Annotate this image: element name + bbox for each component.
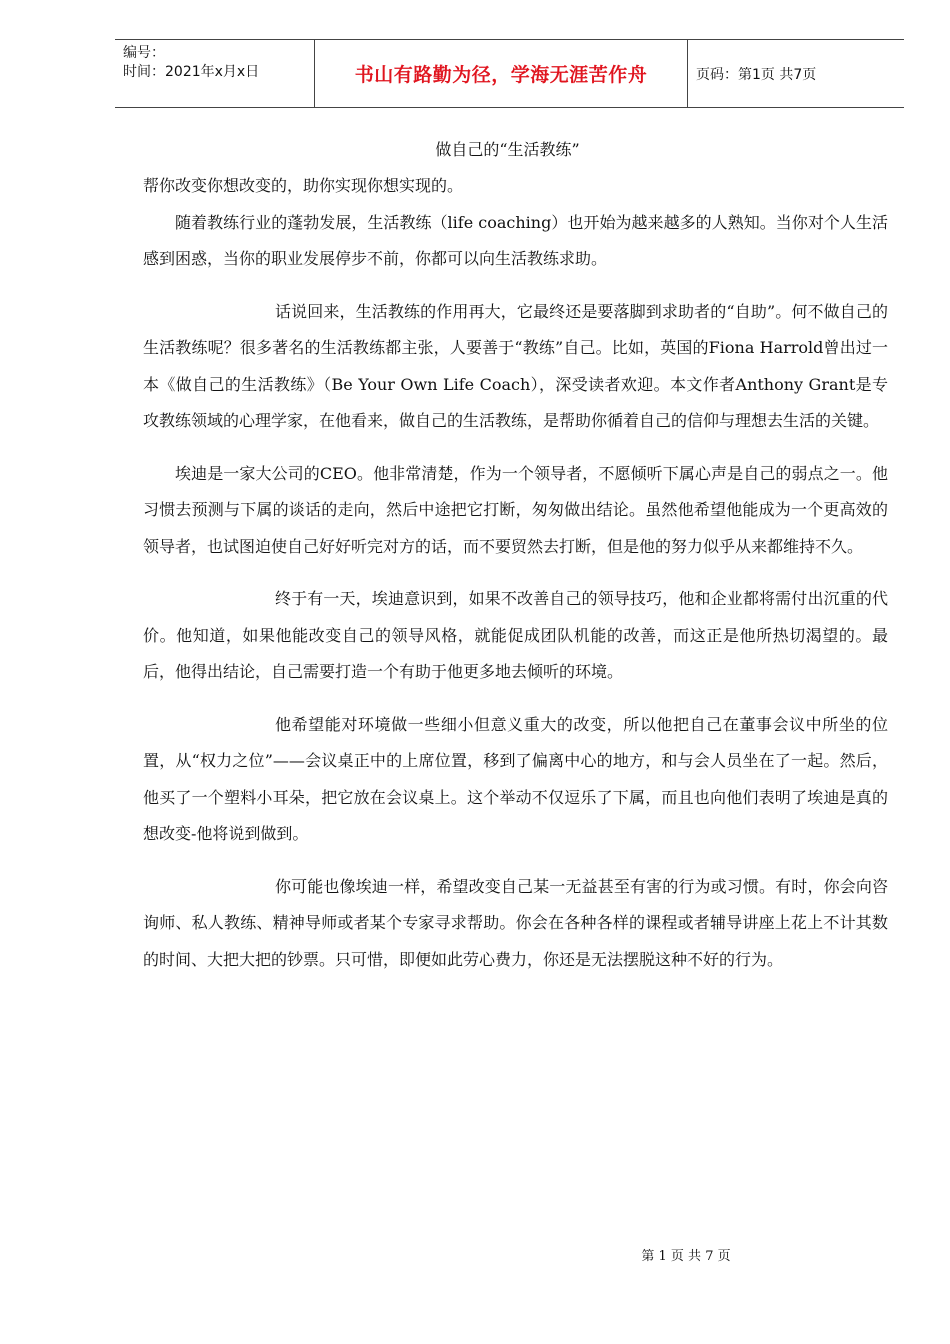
paragraph-subtitle: 帮你改变你想改变的，助你实现你想实现的。 xyxy=(143,176,464,195)
page-footer: 第 1 页 共 7 页 xyxy=(641,1249,731,1264)
paragraph: 终于有一天，埃迪意识到，如果不改善自己的领导技巧，他和企业都将需付出沉重的代价。他知道，如果他能改变自己的领导风格，就能促成团队机能的改善，而这正是他所热切渴望的。最后，他得出结论，自己需要打造一个有助于他更多地去倾听的环境。 xyxy=(143,589,888,681)
paragraph: 话说回来，生活教练的作用再大，它最终还是要落脚到求助者的“自助”。何不做自己的生活教练呢？很多著名的生活教练都主张，人要善于“教练”自己。比如，英国的Fiona Harrold曾出过一本《做自己的生活教练》（Be Your Own Life Coach），深受读者欢迎。本文作者Anthony Grant是专攻教练领域的心理学家，在他看来，做自己的生活教练，是帮助你循着自己的信仰与理想去生活的关键。 xyxy=(143,301,888,430)
time-label: 时间：2021年x月x日 xyxy=(123,64,260,80)
paragraph: 埃迪是一家大公司的CEO。他非常清楚，作为一个领导者，不愿倾听下属心声是自己的弱点之一。他习惯去预测与下属的谈话的走向，然后中途把它打断，匆匆做出结论。虽然他希望他能成为一个更高效的领导者，也试图迫使自己好好听完对方的话，而不要贸然去打断，但是他的努力似乎从来都维持不久。 xyxy=(143,463,888,556)
document-title: 做自己的“生活教练” xyxy=(435,140,580,159)
header-meta xyxy=(115,40,315,107)
page-header xyxy=(115,39,904,108)
paragraph: 他希望能对环境做一些细小但意义重大的改变，所以他把自己在董事会议中所坐的位置，从“权力之位”——会议桌正中的上席位置，移到了偏离中心的地方，和与会人员坐在了一起。然后，他买了一个塑料小耳朵，把它放在会议桌上。这个举动不仅逗乐了下属，而且也向他们表明了埃迪是真的想改变-他将说到做到。 xyxy=(143,714,888,843)
document-body xyxy=(143,168,888,978)
header-motto: 书山有路勤为径，学海无涯苦作舟 xyxy=(315,40,688,107)
number-label: 编号： xyxy=(123,45,165,61)
header-page-info: 页码：第1页 共7页 xyxy=(696,66,817,83)
paragraph: 随着教练行业的蓬勃发展，生活教练（life coaching）也开始为越来越多的人熟知。当你对个人生活感到困惑，当你的职业发展停步不前，你都可以向生活教练求助。 xyxy=(143,212,888,268)
paragraph: 你可能也像埃迪一样，希望改变自己某一无益甚至有害的行为或习惯。有时，你会向咨询师、私人教练、精神导师或者某个专家寻求帮助。你会在各种各样的课程或者辅导讲座上花上不计其数的时间、大把大把的钞票。只可惜，即便如此劳心费力，你还是无法摆脱这种不好的行为。 xyxy=(143,876,888,969)
